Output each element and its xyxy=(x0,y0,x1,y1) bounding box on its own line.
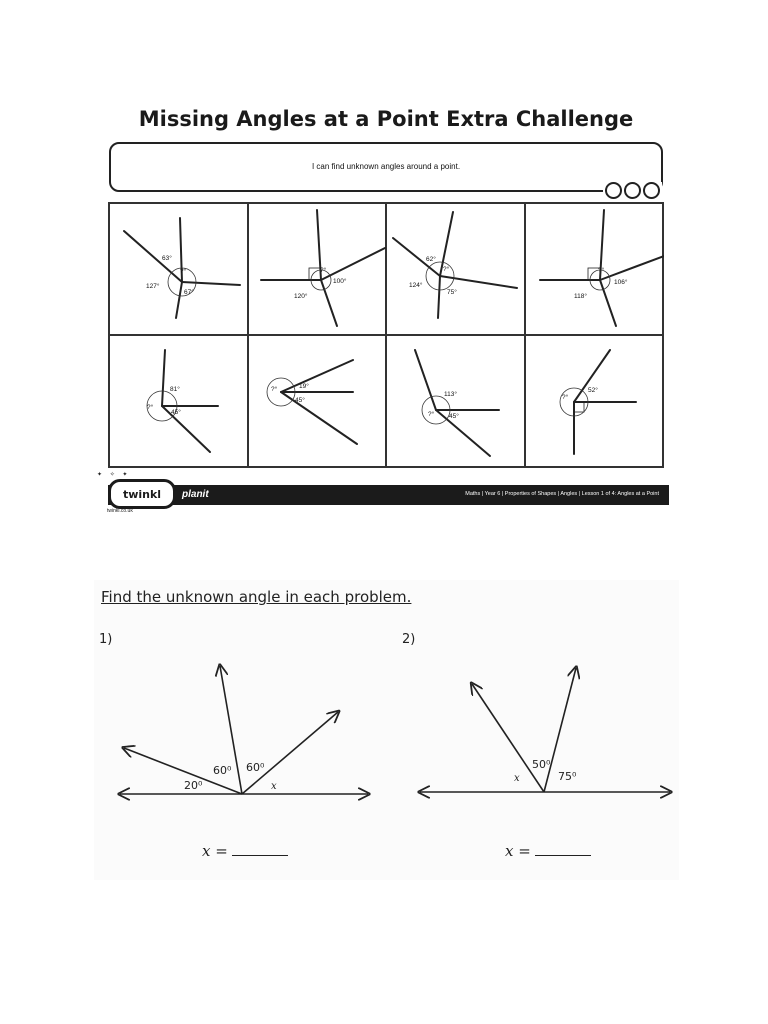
angle-label: 81° xyxy=(170,386,180,393)
angle-diagram xyxy=(526,336,664,468)
angle-cell xyxy=(525,203,664,335)
angle-problem-grid xyxy=(108,202,664,468)
worksheet-page xyxy=(97,97,675,517)
angle-diagram xyxy=(249,336,387,468)
angle-label: 120° xyxy=(293,293,307,300)
unknown-angle-label: ?° xyxy=(180,268,187,275)
difficulty-dot xyxy=(605,182,622,199)
difficulty-dot xyxy=(643,182,660,199)
star-decoration: ✦ ✧ ✦ xyxy=(97,472,131,478)
angle-diagram xyxy=(110,204,248,336)
angle-label: 118° xyxy=(573,293,587,300)
angle-label: 45° xyxy=(449,413,459,420)
angle-label: 63° xyxy=(162,255,172,262)
problem-2-diagram xyxy=(420,668,670,792)
answer-field[interactable] xyxy=(505,842,591,860)
angle-diagram xyxy=(387,336,525,468)
angle-label: 75° xyxy=(447,289,457,296)
angle-cell xyxy=(386,203,525,335)
angle-cell xyxy=(525,335,664,467)
angle-label: 106° xyxy=(613,279,627,286)
answer-blank[interactable] xyxy=(232,855,288,856)
instruction-heading: Find the unknown angle in each problem. xyxy=(101,588,412,606)
angle-label: 45° xyxy=(171,409,181,416)
worksheet-footer xyxy=(108,485,669,505)
angle-label: 124° xyxy=(409,282,423,289)
angle-label: 60⁰ xyxy=(246,761,265,774)
angle-label: 127° xyxy=(146,283,160,290)
problem-1-diagram xyxy=(120,666,368,794)
angle-cell xyxy=(109,335,248,467)
angle-label: 62° xyxy=(426,256,436,263)
worksheet-title: Missing Angles at a Point Extra Challenge xyxy=(138,107,634,131)
footer-site: twinkl.co.uk xyxy=(107,508,133,514)
angle-diagram xyxy=(110,336,248,468)
angle-label: 60⁰ xyxy=(213,764,232,777)
problem-diagrams xyxy=(94,650,679,880)
angle-label: 50⁰ xyxy=(532,758,551,771)
angle-cell xyxy=(248,335,387,467)
twinkl-logo: twinkl xyxy=(108,479,176,509)
angle-cell xyxy=(386,335,525,467)
answer-label: x = xyxy=(202,842,228,860)
answer-blank[interactable] xyxy=(535,855,591,856)
unknown-angle-label: ?° xyxy=(597,267,604,274)
answer-label: x = xyxy=(505,842,531,860)
angle-label: 45° xyxy=(294,397,305,404)
unknown-x-label: x xyxy=(514,773,520,784)
angle-label: 20⁰ xyxy=(184,779,203,792)
angle-label: 19° xyxy=(298,383,309,390)
angle-cell xyxy=(109,203,248,335)
problem-number: 2) xyxy=(402,632,416,647)
unknown-angle-label: ?° xyxy=(561,394,568,401)
problem-number: 1) xyxy=(99,632,113,647)
angle-diagram xyxy=(249,204,387,336)
problems-page xyxy=(94,580,679,880)
unknown-angle-label: ?° xyxy=(428,411,435,418)
answer-field[interactable] xyxy=(202,842,288,860)
unknown-angle-label: ?° xyxy=(319,267,326,274)
angle-diagram xyxy=(526,204,664,336)
learning-objective-box xyxy=(109,142,663,192)
angle-label: 75⁰ xyxy=(558,770,577,783)
difficulty-dot xyxy=(624,182,641,199)
angle-label: 100° xyxy=(332,278,346,285)
unknown-x-label: x xyxy=(271,781,277,792)
angle-cell xyxy=(248,203,387,335)
unknown-angle-label: ?° xyxy=(443,266,450,273)
angle-diagram xyxy=(387,204,525,336)
footer-breadcrumb: Maths | Year 6 | Properties of Shapes | Angles | Lesson 1 of 4: Angles at a Point xyxy=(465,491,659,497)
difficulty-dots xyxy=(603,182,662,199)
angle-label: 67° xyxy=(184,289,194,296)
angle-label: 52° xyxy=(587,387,598,394)
planit-brand: planit xyxy=(182,489,209,500)
unknown-angle-label: ?° xyxy=(147,404,154,411)
angle-label: 113° xyxy=(444,391,457,398)
learning-objective: I can find unknown angles around a point. xyxy=(311,162,461,171)
unknown-angle-label: ?° xyxy=(270,386,277,393)
